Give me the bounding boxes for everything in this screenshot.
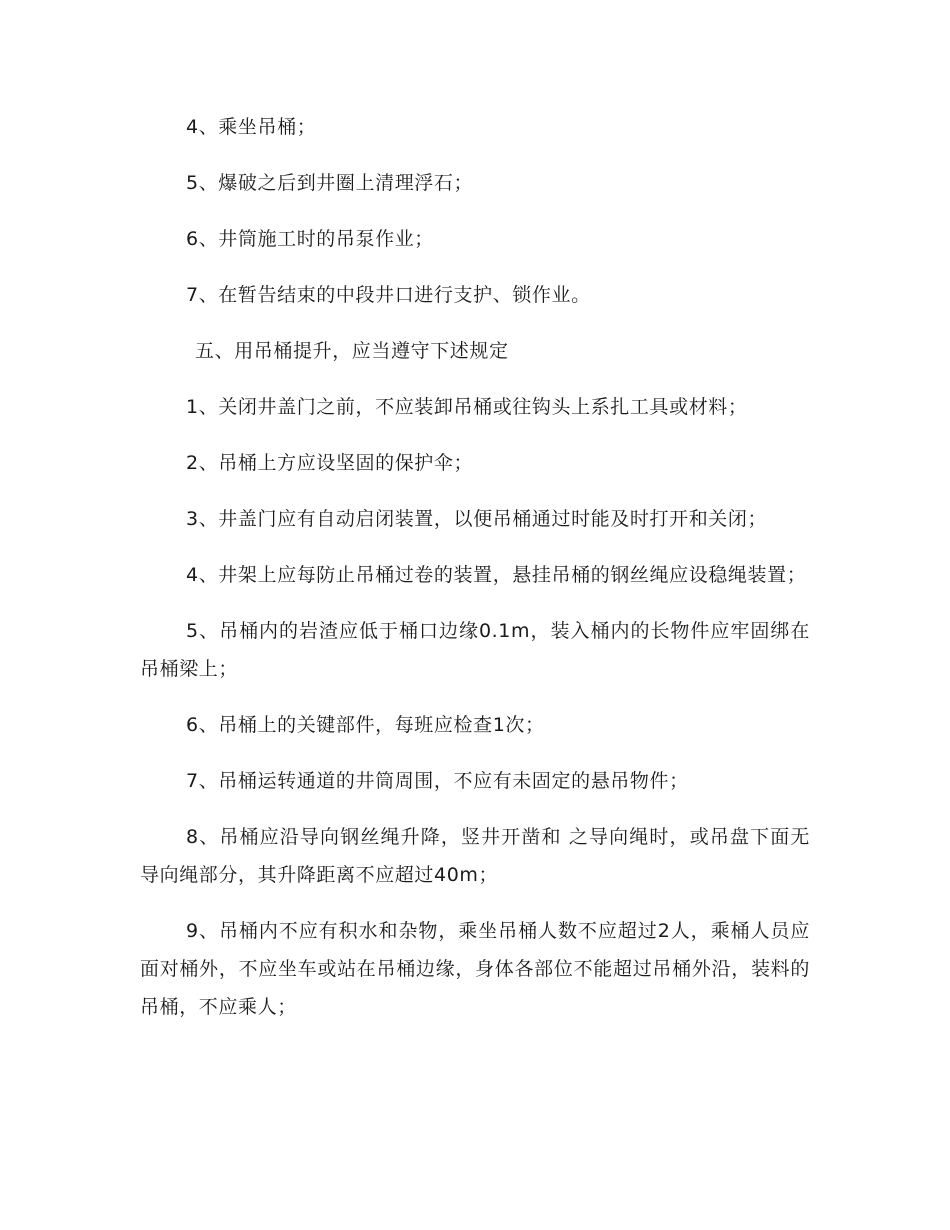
- rule-item-9: 9、吊桶内不应有积水和杂物，乘坐吊桶人数不应超过2人，乘桶人员应面对桶外，不应坐车或站在吊桶边缘，身体各部位不能超过吊桶外沿，装料的吊桶，不应乘人；: [140, 920, 810, 1018]
- rule-item-2: 2、吊桶上方应设坚固的保护伞；: [186, 452, 474, 474]
- paragraph-item-5: 5、爆破之后到井圈上清理浮石；: [186, 172, 474, 194]
- document-body: [140, 108, 810, 1044]
- paragraph-item-7: 7、在暂告结束的中段井口进行支护、锁作业。: [186, 284, 591, 306]
- rule-item-6: 6、吊桶上的关键部件，每班应检查1次；: [186, 714, 545, 736]
- rule-item-8: 8、吊桶应沿导向钢丝绳升降，竖井开凿和 之导向绳时，或吊盘下面无导向绳部分，其升降距离不应超过40m；: [140, 826, 810, 886]
- paragraph-item-4: 4、乘坐吊桶；: [186, 116, 317, 138]
- rule-item-4: 4、井架上应每防止吊桶过卷的装置，悬挂吊桶的钢丝绳应设稳绳装置；: [186, 564, 807, 586]
- paragraph-item-6: 6、井筒施工时的吊泵作业；: [186, 228, 434, 250]
- rule-item-3: 3、井盖门应有自动启闭装置，以便吊桶通过时能及时打开和关闭；: [186, 508, 768, 530]
- rule-item-7: 7、吊桶运转通道的井筒周围，不应有未固定的悬吊物件；: [186, 770, 689, 792]
- rule-item-1: 1、关闭井盖门之前，不应装卸吊桶或往钩头上系扎工具或材料；: [186, 396, 748, 418]
- rule-item-5: 5、吊桶内的岩渣应低于桶口边缘0.1m，装入桶内的长物件应牢固绑在吊桶梁上；: [140, 620, 810, 680]
- section-heading: 五、用吊桶提升，应当遵守下述规定: [195, 340, 509, 362]
